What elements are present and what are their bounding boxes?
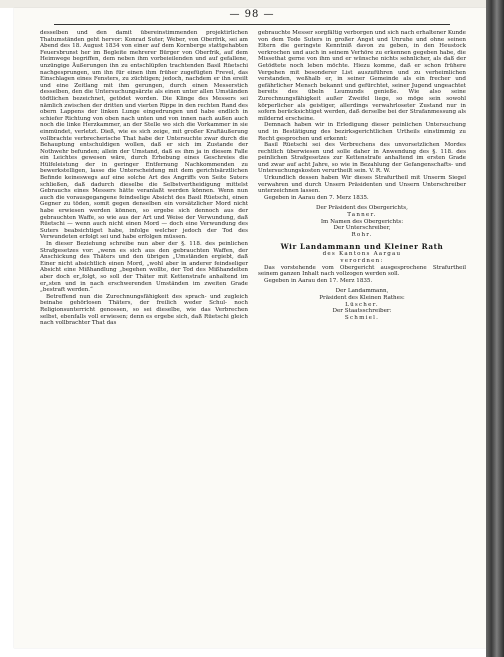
right-column — [258, 30, 466, 321]
landammann-subtitle: Präsident des Kleinen Rathes: — [319, 294, 405, 301]
book-edge — [486, 0, 504, 657]
left-paragraph-2: In dieser Beziehung schreibe nun aber der §. 118. des peinlichen Strafgesetzes vor: „wenn es sich aus den gebrauchten Waffen, der Anschickung des Thäters und den übrigen „Umständen ergiebt, daß Einer nicht absichtlich einen Mord, „wohl aber in anderer feindseliger Absicht eine Mißhandlung „begehen wollte, der Tod des Mißhandelten aber doch er„folgt, so soll der Thäter mit Kettenstrafe anhaltend im er„sten und in nach erschwerenden Umständen im zweiten Grade „bestraft werden.“ — [40, 241, 248, 294]
landammann-name: Lüscher. — [345, 301, 379, 308]
decree-heading: Wir Landammann und Kleiner Rath — [280, 242, 444, 252]
secretary-title: Der Staatsschreiber: — [332, 308, 392, 315]
left-paragraph-1: desselben und den damit übereinstimmenden projektirlichen Thatumständen geht hervor: Konrad Suter, Weber, von Oberfrik, sei am Abend des 18. August 1834 von einer auf dem Kornberge stattgehabten Feuersbrunst her im Begleite mehrerer Bürger von Oberfrik, auf dem Heimwege begriffen, dem neben ihm vorbeieilenden und auf gefallene, unzüngige Äußerungen ihn zu entschlüpfen trachtenden Basil Rüetschi nachgesprungen, um ihn für einen ihm früher zugefügten Frevel, das Einschlagen eines Fensters, zu züchtigen; jedoch, nachdem er ihn ereilt und eine Zeitlang mit ihm gerungen, durch einen Messerstich desselben, den die Untersuchungsärzte als einen unter allen Umständen tödtlichen bezeichnet, getödet worden. Die Klinge des Messers sei nämlich zwischen der dritten und vierten Rippe in den rechten Rand des obern Lappens der linken Lunge eingedrungen und habe endlich in schiefer Richtung von oben nach unten und von innen nach außen auch noch die linke Herzkammer, an der Stelle wo sich die Vorkammer in sie einmündet, verletzt. Dieß, wie es sich zeige, mit großer Kraftäußerung vollbrachte verbrecherische That habe der Untersuchte zwar durch die Behauptung entschuldigen wollen, daß er sich im Zustande der Nothwehr befunden; allein der Umstand, daß es ihm ja in diesem Falle ein Leichtes gewesen wäre, durch Erhebung eines Geschreies die Hülfeleistung der in geringer Entfernung Nachkommenden zu bewerkstelligen, lasse die Unterscheidung mit dem gerichtsärztlichen Befinde keineswegs auf eine solche Art des Angriffs von Seite Suters schließen, daß dadurch dieselbe die Selbstvertheidigung mittelst Gebrauchs eines Messers hätte veranlaßt werden können. Wenn nun auch die vorausgegangene feindselige Absicht des Basil Rüetschi, einen Gegner zu töden, somit gegen denselben ein vorsätzlicher Mord nicht habe erwiesen werden können, so ergebe sich dennoch aus der gebrauchten Waffe, so wie aus der Art und Weise der Verwundung, daß Rüetschi — wenn auch nicht einen Mord — doch eine Verwundung des Suters beabsichtiget habe, infolge welcher jedoch der Tod des Verwundeten erfolgt sei und habe erfolgen müssen. — [40, 30, 248, 241]
right-paragraph-3: Basil Rüetschi sei des Verbrechens des unvorsetzlichen Mordes rechtlich überwiesen und solle daher in Anwendung des §. 118. des peinlichen Strafgesetzes zur Kettenstrafe anhaltend im ersten Grade und zwar auf acht Jahre, so wie in Bezahlung der Gefangenschafts- und Untersuchungskosten verurtheilt sein. V. R. W. — [258, 142, 466, 175]
president-name: Tanner. — [347, 212, 377, 219]
scan-top-margin — [0, 0, 504, 8]
clerk-name: Rohr. — [351, 231, 373, 238]
on-behalf-line: Im Namen des Obergerichts: — [320, 218, 404, 225]
decree-text: Das vorstehende vom Obergericht ausgesprochene Strafurtheil seinem ganzen Inhalt nach vollzogen werden soll. — [258, 264, 466, 278]
decree-date: Gegeben in Aarau den 17. Merz 1835. — [264, 277, 373, 284]
decree-subheading: des Kantons Aargau — [322, 251, 402, 258]
right-paragraph-4: Urkundlich dessen haben Wir dieses Strafurtheil mit Unserm Siegel verwahren und durch Unsern Präsidenten und Unsern Unterschreiber unterzeichnen lassen. — [258, 175, 466, 195]
judgment-date: Gegeben in Aarau den 7. Merz 1835. — [264, 194, 369, 201]
president-title: Der Präsident des Obergerichts, — [316, 205, 408, 212]
header-rule — [54, 24, 450, 25]
right-paragraph-2: Demnach haben wir in Erledigung dieser peinlichen Untersuchung und in Bestätigung des bezirksgerichtlichen Urtheils einstimmig zu Recht gesprochen und erkennt: — [258, 122, 466, 142]
clerk-title: Der Unterschreiber, — [333, 225, 391, 232]
left-column — [40, 30, 248, 327]
landammann-title: Der Landammann, — [335, 288, 389, 295]
page-number: — 98 — — [229, 9, 275, 20]
secretary-name: Schmiel. — [344, 314, 380, 321]
left-paragraph-3: Betreffend nun die Zurechnungsfähigkeit des sprach- und zugleich beinahe gehörlosen Thäters, der freilich weder Schul- noch Religionsunterricht genossen, so sei dieselbe, wie das Verbrechen selbst, ebenfalls voll erwiesen; denn es ergebe sich, daß Rüetschi gleich nach vollbrachter That das — [40, 293, 248, 327]
decree-verb: verordnen: — [340, 258, 384, 264]
right-paragraph-1: gebrauchte Messer sorgfältig verborgen und sich nach erhaltener Kunde von dem Tode Suters in großer Angst und Unruhe und ohne seinen Eltern die geringste Kenntniß davon zu geben, in den Heustock verkrochen und auch in seinem Verhöre zu erkennen gegeben habe, die Missethat gerne von ihm und er wünsche nichts sehnlicher, als daß der Getödtete noch leben möchte. Hiezu komme, daß er schon frühere Vergehen mit besonderer List auszuführen und zu verheimlichen verstanden, weßhalb er, in seiner Gemeinde als ein frecher und gefährlicher Mensch bekannt und gefürchtet, seiner Jugend ungeachtet bereits des übeln Leumunds genieße. Wie also seine Zurechnungsfähigkeit außer Zweifel liege, so möge sein sowohl körperlicher als geistiger, allerdings verwahrloseter Zustand nur in sofern berücksichtiget werden, daß derselbe bei der Strafanmessung als mildernd erscheine. — [258, 30, 466, 122]
